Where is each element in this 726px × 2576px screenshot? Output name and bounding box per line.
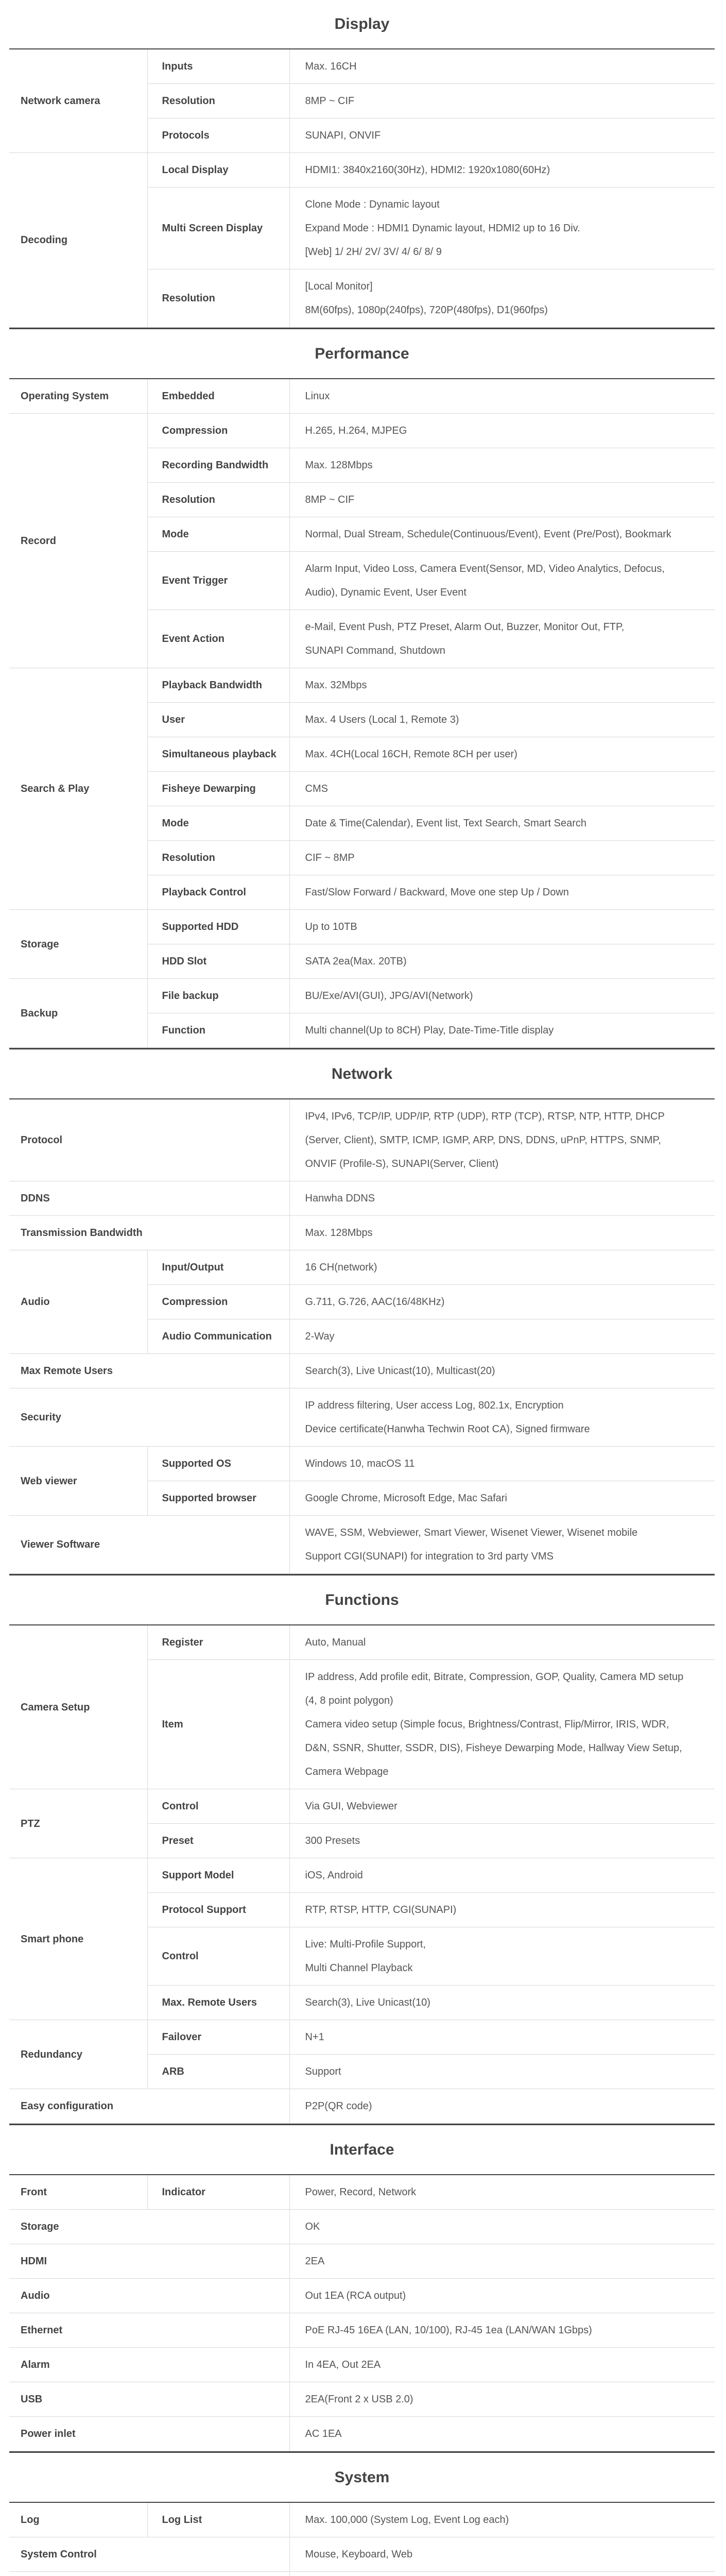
spec-value-line: (4, 8 point polygon): [305, 1695, 393, 1706]
spec-row: [9, 2089, 715, 2124]
spec-row: [9, 1099, 715, 1181]
spec-item-label: Support Model: [147, 1858, 289, 1893]
spec-item-label: Event Trigger: [147, 552, 289, 610]
spec-value: [289, 2244, 715, 2279]
spec-item-label: Embedded: [147, 379, 289, 414]
section-title-interface: Interface: [9, 2124, 715, 2175]
spec-item-label: Local Display: [147, 153, 289, 188]
spec-value: [289, 1447, 715, 1481]
spec-value-line: Camera Webpage: [305, 1766, 389, 1777]
spec-value-line: WAVE, SSM, Webviewer, Smart Viewer, Wisenet Viewer, Wisenet mobile: [305, 1527, 638, 1538]
spec-row: [9, 1516, 715, 1574]
spec-item-label: Resolution: [147, 483, 289, 517]
spec-item-label: Resolution: [147, 269, 289, 328]
spec-value: [289, 118, 715, 153]
spec-group-label: Easy configuration: [9, 2089, 289, 2124]
spec-value-line: 2EA(Front 2 x USB 2.0): [305, 2394, 413, 2405]
spec-item-label: Control: [147, 1927, 289, 1986]
spec-group-label: Alarm: [9, 2348, 289, 2382]
spec-row: [9, 2313, 715, 2348]
spec-value-line: OK: [305, 2221, 320, 2232]
spec-group-label: Network camera: [9, 49, 147, 153]
spec-value: [289, 910, 715, 944]
spec-row: [9, 1447, 715, 1481]
spec-item-label: Fisheye Dewarping: [147, 772, 289, 806]
spec-value: [289, 1181, 715, 1216]
spec-value: [289, 2382, 715, 2417]
spec-row: [9, 2210, 715, 2244]
spec-value-line: Camera video setup (Simple focus, Brightness/Contrast, Flip/Mirror, IRIS, WDR,: [305, 1719, 669, 1730]
spec-group-label: Security: [9, 1388, 289, 1447]
spec-group-label: Power inlet: [9, 2417, 289, 2451]
spec-value: [289, 1516, 715, 1574]
spec-value-line: Max. 16CH: [305, 61, 357, 72]
spec-item-label: Indicator: [147, 2175, 289, 2210]
spec-value: [289, 1354, 715, 1388]
spec-value-line: N+1: [305, 2031, 324, 2043]
spec-value: [289, 1319, 715, 1354]
spec-item-label: Audio Communication: [147, 1319, 289, 1354]
spec-value: [289, 2279, 715, 2313]
spec-value-line: Mouse, Keyboard, Web: [305, 2549, 413, 2560]
spec-value-line: PoE RJ-45 16EA (LAN, 10/100), RJ-45 1ea (LAN/WAN 1Gbps): [305, 2325, 592, 2336]
spec-item-label: Compression: [147, 1285, 289, 1319]
spec-item-label: Compression: [147, 414, 289, 448]
spec-value: [289, 269, 715, 328]
spec-item-label: Playback Bandwidth: [147, 668, 289, 703]
spec-value-line: Search(3), Live Unicast(10), Multicast(20): [305, 1365, 495, 1377]
spec-item-label: Playback Control: [147, 875, 289, 910]
spec-table-interface: [9, 2175, 715, 2451]
spec-value: [289, 1216, 715, 1250]
spec-group-label: Protocol: [9, 1099, 289, 1181]
spec-value: [289, 1660, 715, 1789]
spec-value: [289, 1388, 715, 1447]
spec-value-line: IPv4, IPv6, TCP/IP, UDP/IP, RTP (UDP), RTP (TCP), RTSP, NTP, HTTP, DHCP: [305, 1111, 665, 1122]
spec-value: [289, 1013, 715, 1048]
spec-row: [9, 1625, 715, 1660]
spec-value-line: Auto, Manual: [305, 1637, 366, 1648]
spec-row: [9, 2348, 715, 2382]
spec-value-line: Multi Channel Playback: [305, 1962, 413, 1974]
spec-value-line: [Web] 1/ 2H/ 2V/ 3V/ 4/ 6/ 8/ 9: [305, 246, 442, 258]
spec-value: [289, 2572, 715, 2576]
spec-value: [289, 153, 715, 188]
spec-value: [289, 2020, 715, 2055]
spec-value: [289, 414, 715, 448]
spec-row: [9, 153, 715, 188]
spec-item-label: Register: [147, 1625, 289, 1660]
spec-value-line: Power, Record, Network: [305, 2187, 417, 2198]
spec-group-label: Storage: [9, 910, 147, 979]
spec-value-line: Out 1EA (RCA output): [305, 2290, 406, 2301]
spec-item-label: HDD Slot: [147, 944, 289, 979]
spec-item-label: Resolution: [147, 84, 289, 118]
spec-row: [9, 2244, 715, 2279]
spec-value: [289, 979, 715, 1013]
spec-value-line: 16 CH(network): [305, 1262, 377, 1273]
spec-item-label: Failover: [147, 2020, 289, 2055]
spec-table-display: [9, 49, 715, 328]
spec-value: [289, 1285, 715, 1319]
spec-value-line: Device certificate(Hanwha Techwin Root CA), Signed firmware: [305, 1423, 590, 1435]
spec-value: [289, 517, 715, 552]
spec-item-label: Preset: [147, 1824, 289, 1858]
spec-value: [289, 1250, 715, 1285]
spec-value-line: 8MP ~ CIF: [305, 494, 355, 505]
spec-item-label: Mode: [147, 806, 289, 841]
spec-value: [289, 1099, 715, 1181]
section-title-functions: Functions: [9, 1574, 715, 1625]
section-title-system: System: [9, 2451, 715, 2503]
spec-row: [9, 2279, 715, 2313]
spec-value-line: CMS: [305, 783, 328, 794]
spec-value-line: Search(3), Live Unicast(10): [305, 1997, 430, 2008]
spec-value-line: Hanwha DDNS: [305, 1193, 375, 1204]
spec-value-line: SUNAPI Command, Shutdown: [305, 645, 445, 656]
spec-value-line: RTP, RTSP, HTTP, CGI(SUNAPI): [305, 1904, 457, 1916]
spec-group-label: Record: [9, 414, 147, 668]
spec-group-label: [9, 2572, 289, 2576]
spec-value: [289, 1625, 715, 1660]
spec-group-label: System Control: [9, 2537, 289, 2572]
spec-item-label: Log List: [147, 2503, 289, 2537]
spec-value-line: AC 1EA: [305, 2428, 342, 2439]
spec-item-label: Mode: [147, 517, 289, 552]
spec-group-label: Ethernet: [9, 2313, 289, 2348]
spec-value-line: IP address filtering, User access Log, 802.1x, Encryption: [305, 1400, 564, 1411]
spec-value-line: 2EA: [305, 2256, 325, 2267]
spec-item-label: Protocols: [147, 118, 289, 153]
spec-value-line: HDMI1: 3840x2160(30Hz), HDMI2: 1920x1080(60Hz): [305, 164, 550, 176]
spec-value-line: 2-Way: [305, 1331, 335, 1342]
spec-value: [289, 2503, 715, 2537]
spec-value-line: Max. 4CH(Local 16CH, Remote 8CH per user): [305, 749, 517, 760]
spec-item-label: Max. Remote Users: [147, 1986, 289, 2020]
spec-item-label: File backup: [147, 979, 289, 1013]
spec-value: [289, 552, 715, 610]
spec-item-label: Simultaneous playback: [147, 737, 289, 772]
spec-group-label: Transmission Bandwidth: [9, 1216, 289, 1250]
spec-value-line: Live: Multi-Profile Support,: [305, 1939, 426, 1950]
spec-value: [289, 610, 715, 668]
spec-value-line: 8M(60fps), 1080p(240fps), 720P(480fps), D1(960fps): [305, 304, 548, 316]
spec-value-line: Google Chrome, Microsoft Edge, Mac Safari: [305, 1493, 507, 1504]
spec-value: [289, 944, 715, 979]
spec-item-label: ARB: [147, 2055, 289, 2089]
section-title-performance: Performance: [9, 328, 715, 379]
spec-value-line: P2P(QR code): [305, 2100, 372, 2112]
spec-value-line: Max. 128Mbps: [305, 1227, 373, 1239]
spec-item-label: Control: [147, 1789, 289, 1824]
spec-value-line: Expand Mode : HDMI1 Dynamic layout, HDMI2 up to 16 Div.: [305, 223, 580, 234]
spec-value: [289, 1858, 715, 1893]
spec-row: [9, 2175, 715, 2210]
spec-value-line: Normal, Dual Stream, Schedule(Continuous/Event), Event (Pre/Post), Bookmark: [305, 529, 671, 540]
spec-value-line: Audio), Dynamic Event, User Event: [305, 587, 466, 598]
spec-row: [9, 2572, 715, 2576]
spec-value: [289, 2537, 715, 2572]
spec-value-line: Date & Time(Calendar), Event list, Text Search, Smart Search: [305, 818, 587, 829]
spec-item-label: User: [147, 703, 289, 737]
spec-value: [289, 2313, 715, 2348]
section-title-network: Network: [9, 1048, 715, 1099]
spec-value-line: [Local Monitor]: [305, 281, 373, 292]
spec-row: [9, 1354, 715, 1388]
spec-group-label: Web viewer: [9, 1447, 147, 1516]
spec-value: [289, 2210, 715, 2244]
spec-group-label: Backup: [9, 979, 147, 1048]
spec-group-label: Audio: [9, 1250, 147, 1354]
spec-value-line: Support CGI(SUNAPI) for integration to 3rd party VMS: [305, 1551, 554, 1562]
spec-value: [289, 703, 715, 737]
spec-value: [289, 772, 715, 806]
spec-value-line: 300 Presets: [305, 1835, 360, 1846]
spec-row: [9, 2417, 715, 2451]
spec-value-line: D&N, SSNR, Shutter, SSDR, DIS), Fisheye Dewarping Mode, Hallway View Setup,: [305, 1742, 682, 1754]
spec-value-line: 8MP ~ CIF: [305, 95, 355, 107]
spec-item-label: Supported browser: [147, 1481, 289, 1516]
spec-row: [9, 49, 715, 84]
spec-item-label: Protocol Support: [147, 1893, 289, 1927]
spec-value: [289, 84, 715, 118]
spec-row: [9, 668, 715, 703]
spec-item-label: Inputs: [147, 49, 289, 84]
spec-value-line: Support: [305, 2066, 341, 2077]
spec-value: [289, 1789, 715, 1824]
spec-value-line: BU/Exe/AVI(GUI), JPG/AVI(Network): [305, 990, 473, 1002]
spec-row: [9, 910, 715, 944]
spec-group-label: Viewer Software: [9, 1516, 289, 1574]
spec-value: [289, 188, 715, 269]
spec-value: [289, 2055, 715, 2089]
spec-value: [289, 49, 715, 84]
spec-table-functions: [9, 1625, 715, 2124]
spec-value: [289, 737, 715, 772]
spec-group-label: Log: [9, 2503, 147, 2537]
spec-value-line: H.265, H.264, MJPEG: [305, 425, 407, 436]
spec-group-label: USB: [9, 2382, 289, 2417]
spec-value-line: G.711, G.726, AAC(16/48KHz): [305, 1296, 445, 1308]
spec-value: [289, 668, 715, 703]
spec-row: [9, 379, 715, 414]
spec-item-label: Supported OS: [147, 1447, 289, 1481]
spec-value: [289, 2348, 715, 2382]
spec-item-label: Function: [147, 1013, 289, 1048]
spec-value: [289, 841, 715, 875]
spec-value: [289, 448, 715, 483]
spec-value: [289, 2175, 715, 2210]
spec-group-label: Audio: [9, 2279, 289, 2313]
spec-row: [9, 1216, 715, 1250]
spec-value-line: Max. 100,000 (System Log, Event Log each): [305, 2514, 509, 2526]
spec-value-line: Fast/Slow Forward / Backward, Move one step Up / Down: [305, 887, 569, 898]
spec-row: [9, 1858, 715, 1893]
spec-item-label: Supported HDD: [147, 910, 289, 944]
spec-value: [289, 806, 715, 841]
spec-row: [9, 1388, 715, 1447]
spec-item-label: Item: [147, 1660, 289, 1789]
spec-value-line: Max. 4 Users (Local 1, Remote 3): [305, 714, 459, 725]
spec-item-label: Input/Output: [147, 1250, 289, 1285]
spec-value: [289, 1481, 715, 1516]
spec-row: [9, 414, 715, 448]
spec-group-label: DDNS: [9, 1181, 289, 1216]
spec-table-performance: [9, 379, 715, 1048]
spec-group-label: Smart phone: [9, 1858, 147, 2020]
spec-item-label: Recording Bandwidth: [147, 448, 289, 483]
spec-value-line: Alarm Input, Video Loss, Camera Event(Sensor, MD, Video Analytics, Defocus,: [305, 563, 665, 574]
spec-value-line: (Server, Client), SMTP, ICMP, IGMP, ARP, DNS, DDNS, uPnP, HTTPS, SNMP,: [305, 1134, 661, 1146]
spec-row: [9, 1250, 715, 1285]
spec-value: [289, 1893, 715, 1927]
spec-group-label: Operating System: [9, 379, 147, 414]
spec-value-line: Multi channel(Up to 8CH) Play, Date-Time-Title display: [305, 1025, 554, 1036]
spec-value-line: Linux: [305, 391, 330, 402]
spec-group-label: Camera Setup: [9, 1625, 147, 1789]
spec-value-line: ONVIF (Profile-S), SUNAPI(Server, Client): [305, 1158, 499, 1170]
spec-item-label: Resolution: [147, 841, 289, 875]
spec-group-label: Max Remote Users: [9, 1354, 289, 1388]
spec-group-label: Search & Play: [9, 668, 147, 910]
spec-value: [289, 379, 715, 414]
spec-row: [9, 2382, 715, 2417]
spec-table-network: [9, 1099, 715, 1574]
spec-row: [9, 2020, 715, 2055]
spec-group-label: HDMI: [9, 2244, 289, 2279]
spec-value: [289, 1824, 715, 1858]
section-title-display: Display: [9, 0, 715, 49]
spec-value: [289, 483, 715, 517]
spec-row: [9, 2503, 715, 2537]
spec-value-line: SATA 2ea(Max. 20TB): [305, 956, 407, 967]
spec-value-line: Via GUI, Webviewer: [305, 1801, 397, 1812]
spec-item-label: Multi Screen Display: [147, 188, 289, 269]
spec-value-line: e-Mail, Event Push, PTZ Preset, Alarm Out, Buzzer, Monitor Out, FTP,: [305, 621, 625, 633]
spec-value-line: In 4EA, Out 2EA: [305, 2359, 381, 2370]
spec-group-label: PTZ: [9, 1789, 147, 1858]
spec-value: [289, 2417, 715, 2451]
spec-value-line: iOS, Android: [305, 1870, 363, 1881]
spec-group-label: Decoding: [9, 153, 147, 328]
spec-value: [289, 1927, 715, 1986]
spec-value-line: Up to 10TB: [305, 921, 357, 933]
spec-group-label: Redundancy: [9, 2020, 147, 2089]
spec-row: [9, 2537, 715, 2572]
spec-value-line: Max. 32Mbps: [305, 680, 367, 691]
spec-value: [289, 875, 715, 910]
spec-group-label: Front: [9, 2175, 147, 2210]
spec-table-system: [9, 2503, 715, 2576]
spec-group-label: Storage: [9, 2210, 289, 2244]
spec-row: [9, 1181, 715, 1216]
spec-value-line: SUNAPI, ONVIF: [305, 130, 381, 141]
spec-value-line: IP address, Add profile edit, Bitrate, Compression, GOP, Quality, Camera MD setup: [305, 1671, 684, 1683]
spec-value: [289, 2089, 715, 2124]
spec-value-line: Clone Mode : Dynamic layout: [305, 199, 440, 210]
spec-value-line: Windows 10, macOS 11: [305, 1458, 415, 1469]
spec-value: [289, 1986, 715, 2020]
spec-value-line: CIF ~ 8MP: [305, 852, 355, 863]
spec-row: [9, 1789, 715, 1824]
spec-item-label: Event Action: [147, 610, 289, 668]
spec-value-line: Max. 128Mbps: [305, 460, 373, 471]
spec-row: [9, 979, 715, 1013]
